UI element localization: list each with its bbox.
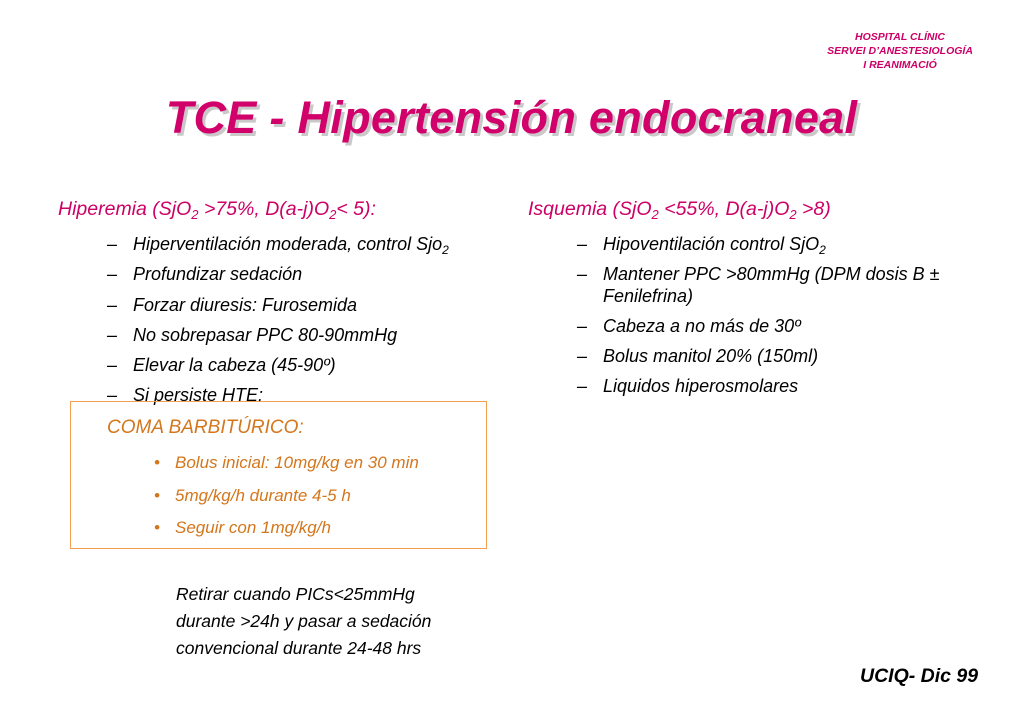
list-item: [575, 345, 1005, 367]
heading-text: Hiperemia (SjO: [58, 198, 192, 220]
item-subscript: 2: [819, 243, 826, 257]
list-item: [105, 354, 515, 376]
list-item: [575, 315, 1005, 337]
coma-title: COMA BARBITÚRICO:: [107, 417, 304, 438]
item-text: Cabeza a no más de 30º: [603, 316, 801, 336]
item-text: Forzar diuresis: Furosemida: [133, 294, 358, 315]
heading-text: >8): [796, 198, 831, 220]
list-item: [105, 324, 515, 346]
ischemia-heading: [528, 198, 831, 221]
footer-label: UCIQ- Dic 99: [860, 665, 979, 687]
item-text: Liquidos hiperosmolares: [603, 376, 799, 396]
item-text: No sobrepasar PPC 80-90mmHg: [133, 324, 398, 345]
header-line-unit: I REANIMACIÓ: [863, 59, 937, 71]
heading-subscript: 2: [789, 207, 797, 222]
list-item: [105, 263, 515, 285]
item-text: Profundizar sedación: [133, 264, 303, 285]
item-text: Mantener PPC >80mmHg (DPM dosis B ± Fenilefrina): [603, 264, 940, 306]
list-item: [575, 375, 1005, 397]
item-text: Bolus manitol 20% (150ml): [603, 346, 819, 366]
heading-text: Isquemia (SjO: [528, 198, 652, 220]
slide-title: TCE - Hipertensión endocraneal: [165, 92, 858, 143]
list-item: • Seguir con 1mg/kg/h: [152, 517, 419, 550]
ischemia-list: [575, 233, 1005, 405]
item-text: Hipoventilación control SjO: [603, 234, 820, 254]
heading-subscript: 2: [651, 207, 659, 222]
header-line-service: SERVEI D’ANESTESIOLOGÍA: [827, 45, 973, 57]
list-item: • Bolus inicial: 10mg/kg en 30 min: [152, 452, 419, 485]
item-text: Hiperventilación moderada, control Sjo: [133, 234, 443, 254]
item-subscript: 2: [442, 243, 449, 257]
item-text: Si persiste HTE:: [133, 385, 264, 406]
list-item: [105, 233, 515, 255]
heading-text: < 5):: [336, 198, 376, 220]
heading-subscript: 2: [191, 207, 199, 222]
withdrawal-note: Retirar cuando PICs<25mmHg durante >24h y pasar a sedación convencional durante 24-48 hrs: [176, 584, 432, 658]
list-item: [105, 294, 515, 316]
hyperemia-list: [105, 233, 515, 415]
coma-dosing-list: [152, 452, 419, 550]
list-item: • 5mg/kg/h durante 4-5 h: [152, 485, 419, 518]
heading-subscript: 2: [329, 207, 337, 222]
heading-text: >75%, D(a-j)O: [198, 198, 330, 220]
list-item: [575, 263, 1005, 307]
list-item: [575, 233, 1005, 255]
heading-text: <55%, D(a-j)O: [658, 198, 790, 220]
item-text: Elevar la cabeza (45-90º): [133, 355, 336, 376]
hyperemia-heading: [58, 198, 376, 221]
institution-header: [780, 30, 1020, 72]
header-line-hospital: HOSPITAL CLÍNIC: [854, 31, 946, 43]
